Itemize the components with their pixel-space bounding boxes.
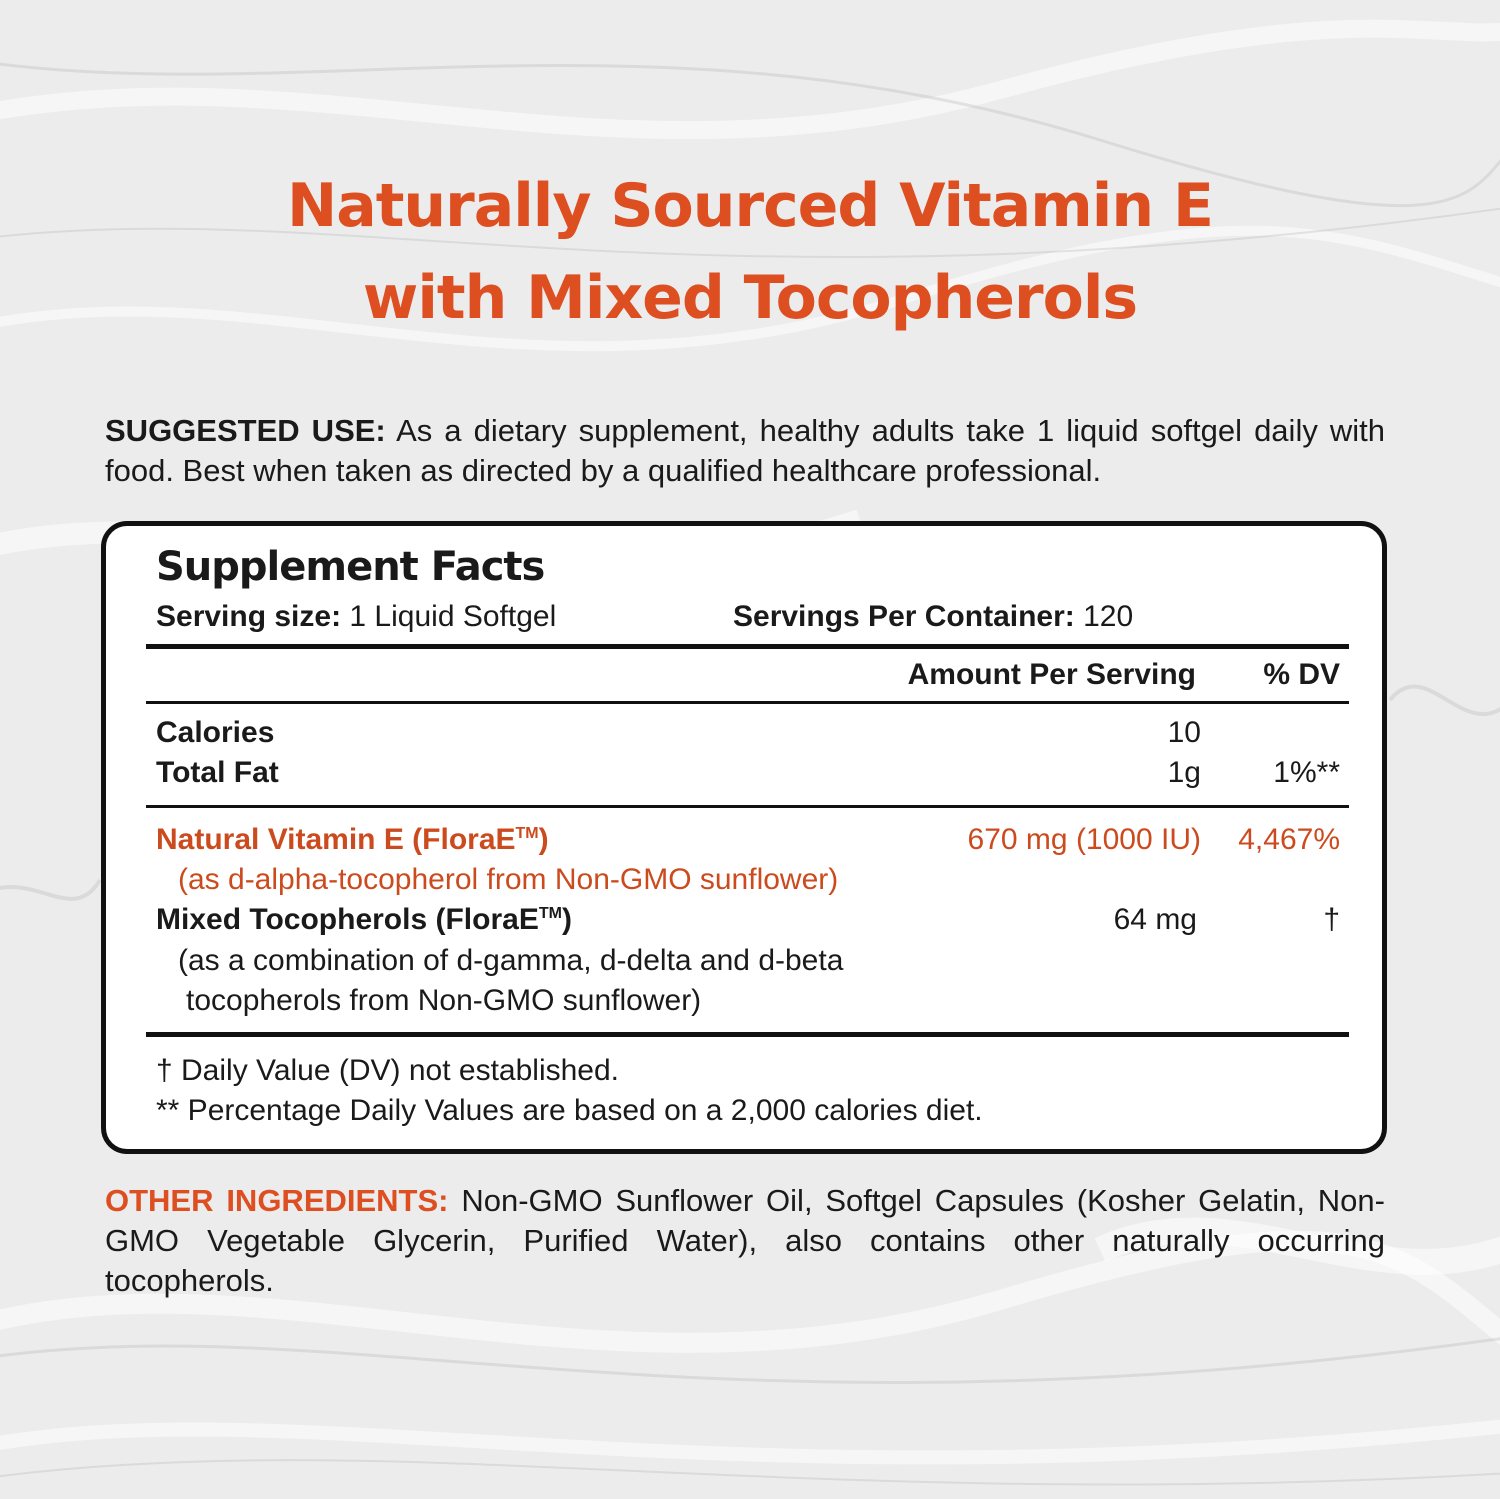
trademark-mark: TM [538, 905, 562, 922]
serving-size [156, 600, 556, 634]
mixed-tocopherols-source-2: tocopherols from Non-GMO sunflower) [186, 984, 702, 1017]
vitamin-e-name: Natural Vitamin E (FloraE [156, 823, 516, 856]
mixed-tocopherols-source-1: (as a combination of d-gamma, d-delta and d-beta [178, 944, 844, 977]
product-title [0, 160, 1500, 344]
vitamin-e-close: ) [538, 823, 549, 856]
divider-medium [146, 701, 1349, 704]
servings-label: Servings Per Container: [733, 600, 1075, 633]
total-fat-label: Total Fat [156, 756, 279, 789]
footnote-dv: † Daily Value (DV) not established. [156, 1054, 620, 1087]
col-amount-header: Amount Per Serving [907, 658, 1196, 691]
vitamin-e-source: (as d-alpha-tocopherol from Non-GMO sunflower) [178, 863, 839, 896]
mixed-tocopherols-name: Mixed Tocopherols (FloraE [156, 903, 539, 936]
suggested-use-text: As a dietary supplement, healthy adults take 1 liquid softgel daily with food. Best when taken as directed by a qualified healthcare professional. [105, 413, 1385, 488]
divider-thick [146, 1032, 1349, 1037]
serving-size-label: Serving size: [156, 600, 342, 633]
divider-thick [146, 644, 1349, 649]
trademark-mark: TM [515, 825, 539, 842]
suggested-use [105, 411, 1385, 491]
mixed-tocopherols-amount: 64 mg [1113, 903, 1197, 936]
other-ingredients [105, 1181, 1385, 1301]
facts-heading: Supplement Facts [156, 544, 545, 590]
title-line-1: Naturally Sourced Vitamin E [287, 171, 1213, 241]
other-ingredients-text: Non-GMO Sunflower Oil, Softgel Capsules (Kosher Gelatin, Non-GMO Vegetable Glycerin, Purified Water), also contains other naturally occurring tocopherols. [105, 1183, 1385, 1298]
col-dv-header: % DV [1263, 658, 1340, 691]
total-fat-dv: 1%** [1273, 756, 1340, 789]
mixed-tocopherols-label [156, 903, 572, 937]
calories-amount: 10 [1167, 716, 1201, 749]
vitamin-e-amount: 670 mg (1000 IU) [967, 823, 1201, 856]
suggested-use-label: SUGGESTED USE: [105, 413, 386, 448]
other-ingredients-label: OTHER INGREDIENTS: [105, 1183, 449, 1218]
mixed-tocopherols-dv: † [1323, 903, 1340, 936]
supplement-facts-panel [101, 521, 1387, 1154]
calories-label: Calories [156, 716, 275, 749]
servings-value: 120 [1074, 600, 1134, 633]
servings-per-container [733, 600, 1133, 634]
mixed-tocopherols-close: ) [561, 903, 572, 936]
serving-size-value: 1 Liquid Softgel [341, 600, 557, 633]
vitamin-e-label [156, 823, 549, 857]
vitamin-e-dv: 4,467% [1238, 823, 1340, 856]
title-line-2: with Mixed Tocopherols [362, 263, 1138, 333]
total-fat-amount: 1g [1167, 756, 1201, 789]
footnote-percentage: ** Percentage Daily Values are based on a 2,000 calories diet. [156, 1094, 983, 1127]
divider-medium [146, 805, 1349, 808]
